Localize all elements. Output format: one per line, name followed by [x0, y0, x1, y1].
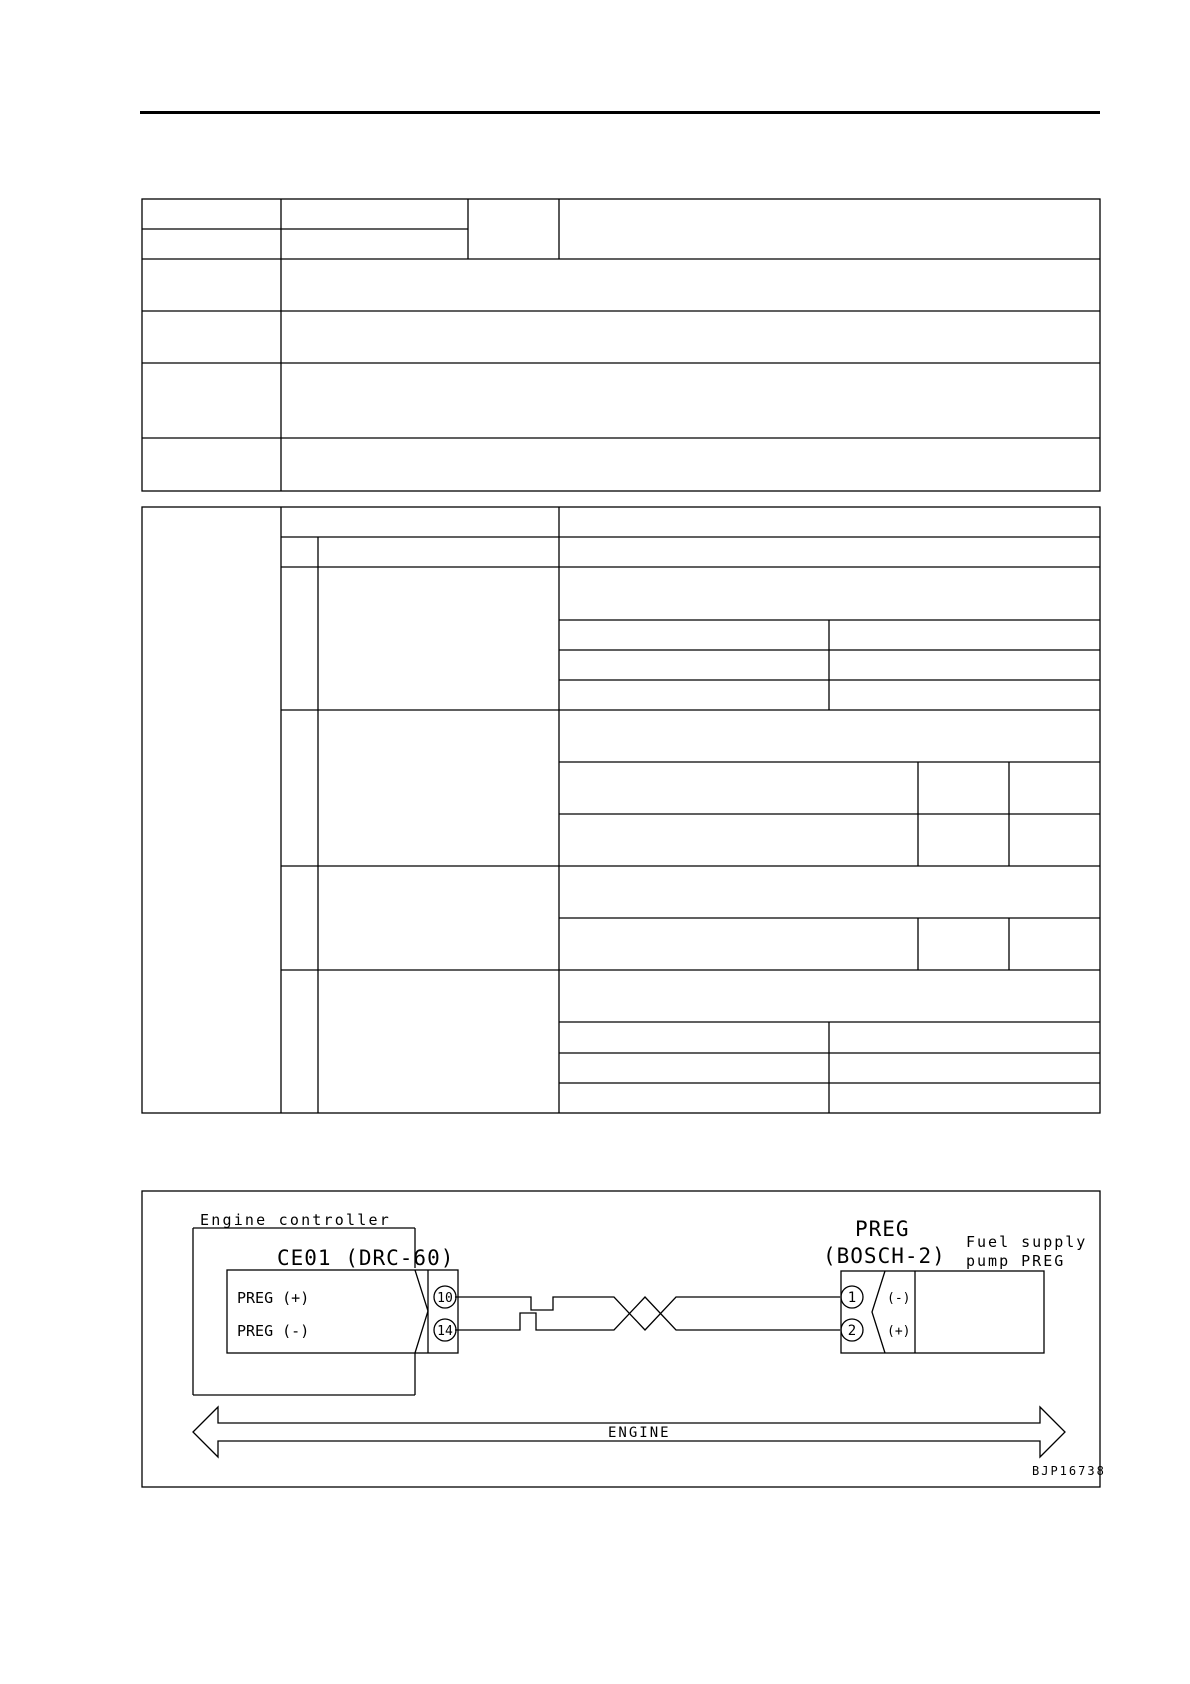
engine-controller-label: Engine controller	[200, 1211, 391, 1229]
controller-connector-body	[227, 1270, 458, 1353]
fault-info-table	[142, 199, 1100, 491]
pump-pin-polarity: (+)	[887, 1324, 911, 1339]
figure-id: BJP16738	[1032, 1464, 1106, 1478]
pump-pin-polarity: (-)	[887, 1291, 911, 1306]
pump-label-line1: Fuel supply	[966, 1233, 1088, 1251]
pump-pin-number: 1	[847, 1290, 857, 1306]
pump-pin-number: 2	[847, 1323, 857, 1339]
pump-connector-type: (BOSCH-2)	[823, 1244, 946, 1268]
controller-signal-preg-minus: PREG (-)	[237, 1322, 310, 1340]
cause-table	[142, 507, 1100, 1113]
controller-connector-label: CE01 (DRC-60)	[277, 1246, 455, 1270]
pump-label-line2: pump PREG	[966, 1252, 1066, 1270]
pump-connector-body	[841, 1271, 1044, 1353]
controller-signal-preg-plus: PREG (+)	[237, 1289, 310, 1307]
harness-wires	[455, 1297, 840, 1330]
controller-pin-number: 14	[437, 1324, 453, 1339]
harness-label: ENGINE	[608, 1425, 671, 1441]
pump-connector-name: PREG	[855, 1217, 910, 1241]
controller-pin-number: 10	[437, 1291, 453, 1306]
